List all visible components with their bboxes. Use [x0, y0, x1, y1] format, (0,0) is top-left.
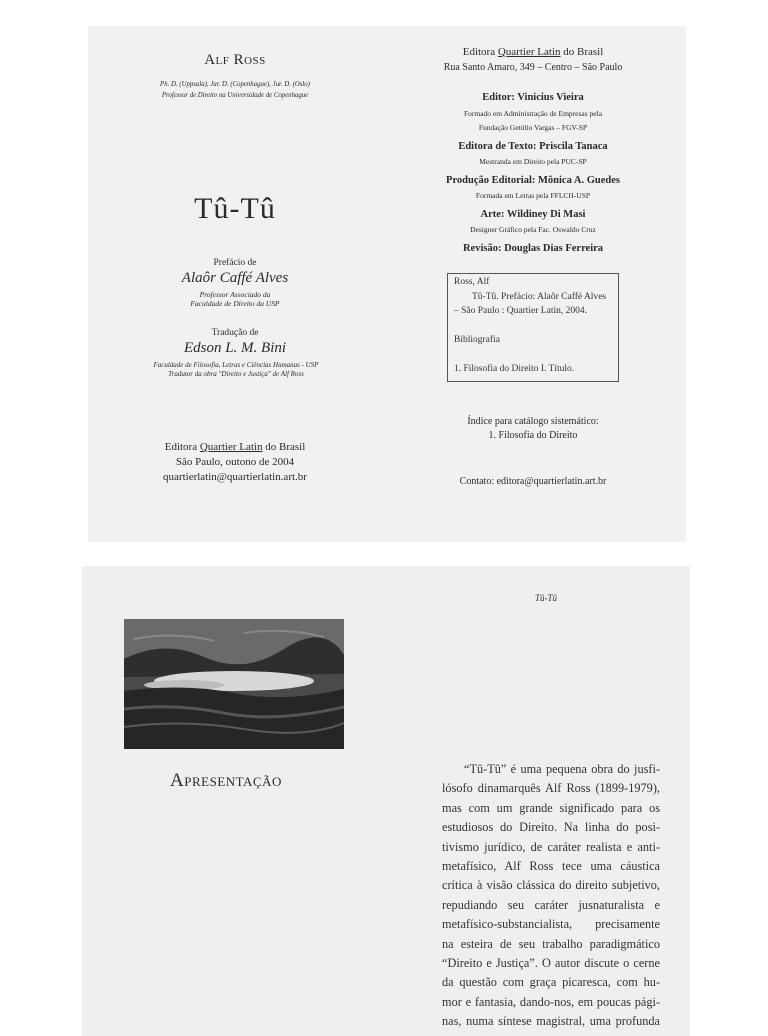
paragraph-line: mas com um grande significado para os	[442, 800, 660, 815]
section-heading: Apresentação	[170, 770, 282, 791]
revision-credit: Revisão: Douglas Dias Ferreira	[462, 243, 604, 254]
paragraph-line: tivismo jurídico, de caráter realista e anti-	[442, 839, 660, 854]
right-publisher-line	[430, 46, 636, 58]
art-credit: Arte: Wildiney Di Masi	[480, 209, 586, 220]
index-label: Índice para catálogo sistemático:	[467, 416, 599, 427]
city-date: São Paulo, outono de 2004	[175, 456, 295, 468]
editor-note-2: Fundação Getúlio Vargas – FGV-SP	[478, 123, 588, 132]
paragraph-line: metafísico-substancialista, precisamente	[442, 917, 660, 932]
catalog-line-3: – São Paulo : Quartier Latin, 2004.	[454, 306, 587, 316]
catalog-line-2: Tû-Tû. Prefácio: Alaôr Caffé Alves	[472, 292, 607, 302]
translator-name: Edson L. M. Bini	[183, 340, 287, 356]
publisher-prefix: Editora	[164, 441, 200, 453]
paragraph-line: da questão com graça picaresca, com hu-	[442, 975, 660, 990]
editor-credit: Editor: Vinicius Vieira	[482, 92, 584, 103]
publisher-suffix: do Brasil	[262, 441, 306, 453]
right-publisher-suffix: do Brasil	[560, 46, 604, 58]
author-name: Alf Ross	[204, 52, 266, 68]
text-editor-credit: Editora de Texto: Priscila Tanaca	[458, 141, 608, 152]
paragraph-line: metafísico, Alf Ross tece uma cáustica	[442, 859, 660, 874]
preface-author-role-1: Professor Associado da	[199, 290, 271, 299]
publisher-email: quartierlatin@quartierlatin.art.br	[163, 471, 307, 483]
publisher-address: Rua Santo Amaro, 349 – Centro – São Paulo	[443, 62, 623, 73]
paragraph-line: repudiando seu caráter jusnaturalista e	[442, 897, 660, 912]
catalog-line-5: 1. Filosofia do Direito I. Título.	[454, 364, 575, 374]
publisher-name: Quartier Latin	[199, 441, 263, 453]
publisher-line	[140, 441, 330, 453]
translator-role-2: Tradutor da obra "Direito e Justiça" de Alf Ross	[168, 370, 304, 378]
right-publisher-name: Quartier Latin	[497, 46, 561, 58]
paragraph-line: lósofo dinamarquês Alf Ross (1899-1979),	[442, 781, 660, 796]
catalog-line-4: Bibliografia	[454, 335, 500, 345]
presentation-paragraph	[442, 760, 660, 1032]
index-item: 1. Filosofia do Direito	[488, 430, 578, 441]
paragraph-line: nas, numa síntese magistral, uma profunda	[442, 1014, 660, 1029]
landscape-illustration	[124, 619, 344, 749]
catalog-card	[447, 273, 619, 382]
translation-label: Tradução de	[211, 328, 259, 338]
paragraph-line: na esteira de seu trabalho paradigmático	[442, 936, 660, 951]
preface-label: Prefácio de	[213, 258, 257, 268]
paragraph-line: mor e fantasia, dando-nos, em poucas pági-	[442, 994, 660, 1009]
translator-role-1: Faculdade de Filosofia, Letras e Ciências Humanas - USP	[153, 361, 319, 369]
contact-line: Contato: editora@quartierlatin.art.br	[459, 476, 607, 487]
production-credit: Produção Editorial: Mônica A. Guedes	[446, 175, 620, 186]
author-degrees: Ph. D. (Uppsala), Jur. D. (Copenhague), Jur. D. (Oslo)	[160, 81, 310, 88]
book-title: Tû-Tû	[194, 192, 276, 225]
preface-author: Alaôr Caffé Alves	[181, 270, 289, 286]
paragraph-line: “Direito e Justiça”. O autor discute o cerne	[442, 956, 660, 971]
catalog-line-1: Ross, Alf	[454, 277, 490, 287]
art-note: Designer Gráfico pela Fac. Oswaldo Cruz	[470, 225, 596, 234]
running-head: Tû-Tû	[535, 593, 558, 603]
right-publisher-prefix: Editora	[462, 46, 498, 58]
editor-note-1: Formado em Administração de Empresas pela	[463, 109, 603, 118]
paragraph-line: “Tû-Tû” é uma pequena obra do jusfi-	[464, 762, 660, 776]
author-position: Professor de Direito na Universidade de Copenhague	[161, 92, 309, 99]
preface-author-role-2: Faculdade de Direito da USP	[190, 299, 280, 308]
paragraph-line: crítica à visão clássica do direito subjetivo,	[442, 878, 660, 893]
text-editor-note: Mestranda em Direito pela PUC-SP	[479, 157, 587, 166]
production-note: Formada em Letras pela FFLCH-USP	[475, 191, 591, 200]
paragraph-line: estudiosos do Direito. Na linha do posi-	[442, 820, 660, 835]
